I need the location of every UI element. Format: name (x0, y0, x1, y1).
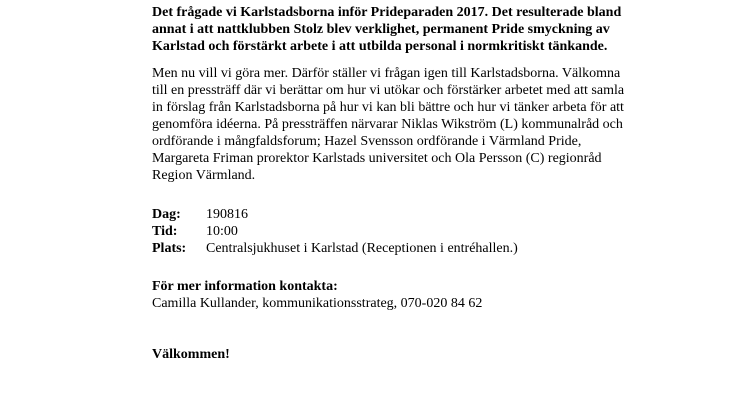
closing-text: Välkommen! (152, 347, 230, 362)
event-details (152, 206, 632, 257)
body-paragraph: Men nu vill vi göra mer. Därför ställer vi frågan igen till Karlstadsborna. Välkomna till en pressträff där vi berättar om hur vi utökar och förstärker arbetet med att samla in förslag från Karlstadsborna på hur vi kan bli bättre och hur vi tänker arbeta för att genomföra idéerna. På pressträffen närvarar Niklas Wikström (L) kommunalråd och ordförande i mångfaldsforum; Hazel Svensson ordförande i Värmland Pride, Margareta Friman prorektor Karlstads universitet och Ola Persson (C) regionråd Region Värmland. (152, 66, 625, 183)
date-label: Dag: (152, 207, 181, 222)
time-label: Tid: (152, 224, 178, 239)
place-value: Centralsjukhuset i Karlstad (Receptionen i entréhallen.) (206, 241, 518, 256)
contact-section (152, 278, 632, 312)
press-release-document (152, 4, 632, 363)
place-row (152, 240, 632, 257)
lead-paragraph: Det frågade vi Karlstadsborna inför Prideparaden 2017. Det resulterade bland annat i att nattklubben Stolz blev verklighet, permanent Pride smyckning av Karlstad och förstärkt arbete i att utbilda personal i normkritiskt tänkande. (152, 5, 622, 54)
contact-heading: För mer information kontakta: (152, 279, 338, 294)
date-value: 190816 (206, 207, 248, 222)
contact-person: Camilla Kullander, kommunikationsstrateg, 070-020 84 62 (152, 296, 483, 311)
time-value: 10:00 (206, 224, 238, 239)
time-row (152, 223, 632, 240)
place-label: Plats: (152, 241, 187, 256)
date-row (152, 206, 632, 223)
